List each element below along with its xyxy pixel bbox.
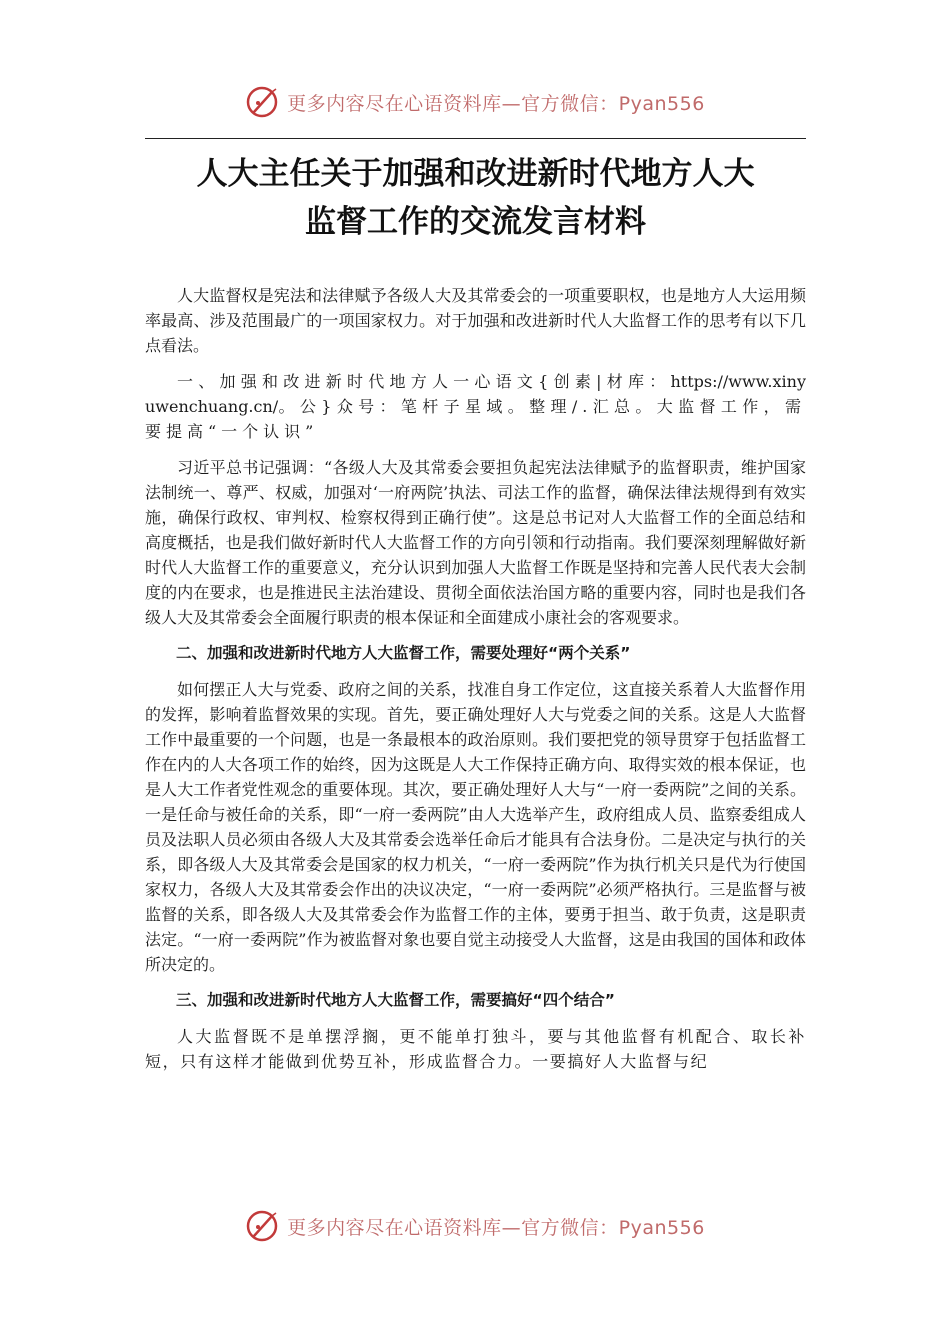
intro-paragraph: 人大监督权是宪法和法律赋予各级人大及其常委会的一项重要职权，也是地方人大运用频率最高、涉及范围最广的一项国家权力。对于加强和改进新时代人大监督工作的思考有以下几点看法。 (145, 286, 806, 355)
document-title (145, 150, 806, 246)
title-line-2: 监督工作的交流发言材料 (305, 204, 646, 240)
heading-1-part-b: 。公}众号：笔杆子星域。整理/.汇总。大监督工作，需要提高“一个认识” (145, 397, 806, 441)
document-body (145, 283, 806, 1085)
section-heading-2: 二、加强和改进新时代地方人大监督工作，需要处理好“两个关系” (176, 644, 631, 662)
banner-text: 更多内容尽在心语资料库—官方微信：Pyan556 (287, 92, 705, 115)
pen-circle-logo-icon (245, 1208, 281, 1244)
heading-1-part-a: 一、加强和改进新时代地方人一心语文{创素|材库： (177, 372, 671, 391)
title-divider (145, 138, 806, 139)
section-1-paragraph: 习近平总书记强调：“各级人大及其常委会要担负起宪法法律赋予的监督职责，维护国家法制统一、尊严、权威，加强对‘一府两院’执法、司法工作的监督，确保法律法规得到有效实施，确保行政权、审判权、检察权得到正确行使”。这是总书记对人大监督工作的全面总结和高度概括，也是我们做好新时代人大监督工作的方向引领和行动指南。我们要深刻理解做好新时代人大监督工作的重要意义，充分认识到加强人大监督工作既是坚持和完善人民代表大会制度的内在要求，也是推进民主法治建设、贯彻全面依法治国方略的重要内容，同时也是我们各级人大及其常委会全面履行职责的根本保证和全面建成小康社会的客观要求。 (145, 458, 806, 627)
heading-1-url[interactable]: https://www.xinyuwenchuang.cn/ (145, 372, 806, 416)
section-heading-3: 三、加强和改进新时代地方人大监督工作，需要搞好“四个结合” (176, 991, 615, 1009)
footer-banner (0, 1201, 950, 1251)
section-heading-1 (145, 369, 806, 444)
banner-text: 更多内容尽在心语资料库—官方微信：Pyan556 (287, 1216, 705, 1239)
pen-circle-logo-icon (245, 84, 281, 120)
section-2-paragraph: 如何摆正人大与党委、政府之间的关系，找准自身工作定位，这直接关系着人大监督作用的发挥，影响着监督效果的实现。首先，要正确处理好人大与党委之间的关系。这是人大监督工作中最重要的一个问题，也是一条最根本的政治原则。我们要把党的领导贯穿于包括监督工作在内的人大各项工作的始终，因为这既是人大工作保持正确方向、取得实效的根本保证，也是人大工作者党性观念的重要体现。其次，要正确处理好人大与“一府一委两院”之间的关系。一是任命与被任命的关系，即“一府一委两院”由人大选举产生，政府组成人员、监察委组成人员及法职人员必须由各级人大及其常委会选举任命后才能具有合法身份。二是决定与执行的关系，即各级人大及其常委会是国家的权力机关，“一府一委两院”作为执行机关只是代为行使国家权力，各级人大及其常委会作出的决议决定，“一府一委两院”必须严格执行。三是监督与被监督的关系，即各级人大及其常委会作为监督工作的主体，要勇于担当、敢于负责，这是职责法定。“一府一委两院”作为被监督对象也要自觉主动接受人大监督，这是由我国的国体和政体所决定的。 (145, 680, 806, 974)
title-line-1: 人大主任关于加强和改进新时代地方人大 (196, 156, 755, 192)
header-banner (0, 77, 950, 127)
section-3-paragraph: 人大监督既不是单摆浮搁，更不能单打独斗，要与其他监督有机配合、取长补短，只有这样才能做到优势互补，形成监督合力。一要搞好人大监督与纪 (145, 1027, 806, 1071)
